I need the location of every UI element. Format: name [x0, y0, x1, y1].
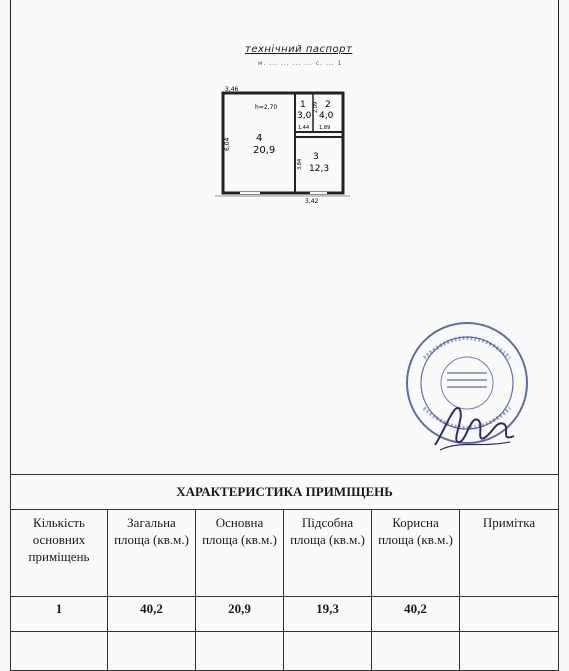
room-2-area: 4,0 — [319, 111, 334, 121]
dim-top-left: 3,46 — [225, 86, 239, 93]
cell-note — [460, 597, 559, 632]
table-row-empty — [11, 632, 559, 671]
table-header-row — [11, 510, 559, 597]
cell-auxiliary-area: 19,3 — [284, 597, 372, 632]
room-1-width: 1,44 — [298, 125, 310, 131]
cell-total-area: 40,2 — [108, 597, 196, 632]
room-3-number: 3 — [313, 152, 319, 162]
table-row — [11, 597, 559, 632]
table-title: ХАРАКТЕРИСТИКА ПРИМІЩЕНЬ — [11, 475, 559, 510]
room-1-number: 1 — [300, 100, 306, 110]
plan-subtitle: м. ... ... ... ... с. ... 1 — [258, 60, 343, 67]
header-useful-area: Корисна площа (кв.м.) — [372, 510, 460, 597]
dim-bottom: 3,42 — [305, 198, 319, 205]
floor-plan — [215, 85, 350, 205]
header-main-area: Основна площа (кв.м.) — [196, 510, 284, 597]
room-2-number: 2 — [325, 100, 331, 110]
room-2-width: 1,89 — [319, 125, 331, 131]
signature — [430, 390, 520, 460]
room-2-height: 2,09 — [313, 101, 319, 113]
cell-main-area: 20,9 — [196, 597, 284, 632]
cell-useful-area: 40,2 — [372, 597, 460, 632]
room-4-area: 20,9 — [253, 145, 276, 156]
room-4-number: 4 — [256, 133, 263, 144]
rooms-characteristics-table — [10, 474, 559, 671]
room-3-area: 12,3 — [309, 164, 330, 174]
header-total-area: Загальна площа (кв.м.) — [108, 510, 196, 597]
header-note: Примітка — [460, 510, 559, 597]
cell-main-rooms-count: 1 — [11, 597, 108, 632]
plan-title: технічний паспорт — [245, 44, 353, 55]
header-auxiliary-area: Підсобна площа (кв.м.) — [284, 510, 372, 597]
room-3-height: 3,84 — [297, 158, 303, 170]
ceiling-height: h=2,70 — [255, 104, 278, 111]
header-main-rooms-count: Кількість основних приміщень — [11, 510, 108, 597]
dim-left: 6,04 — [224, 137, 231, 151]
room-1-area: 3,0 — [297, 111, 312, 121]
